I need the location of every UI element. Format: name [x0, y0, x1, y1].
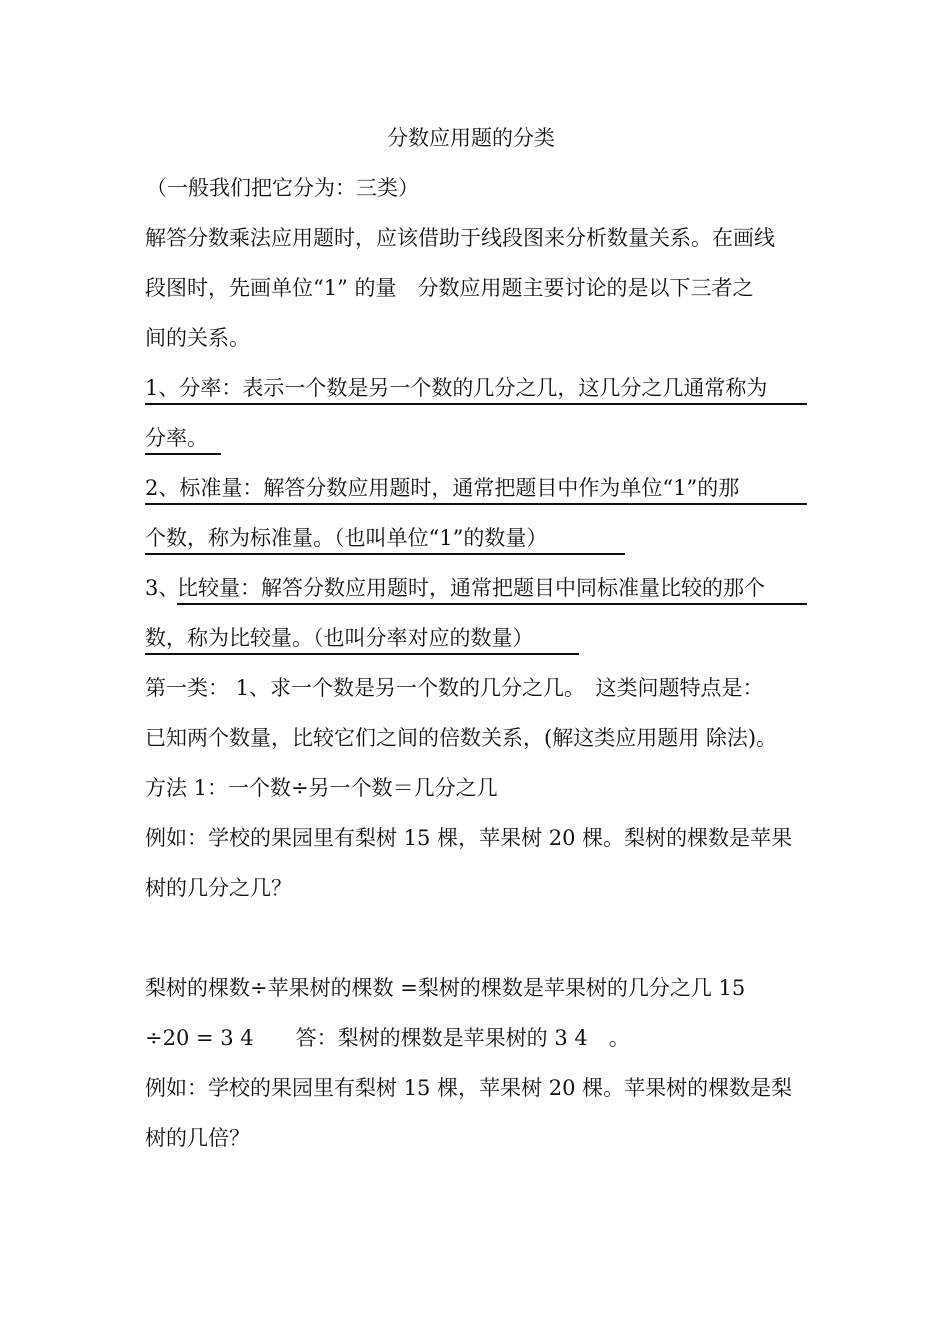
page-title: 分数应用题的分类 [387, 126, 555, 150]
category-line: 第一类： 1、求一个数是另一个数的几分之几。 这类问题特点是： [145, 676, 764, 700]
intro-line: 解答分数乘法应用题时，应该借助于线段图来分析数量关系。在画线 [145, 226, 775, 250]
underline [145, 453, 221, 455]
definition-prefix: 3、 [145, 576, 180, 600]
method-line: 方法 1：一个数÷另一个数＝几分之几 [145, 776, 498, 800]
intro-line: 间的关系。 [145, 326, 250, 350]
underline [145, 653, 579, 655]
solution-line: 梨树的棵数÷苹果树的棵数 =梨树的棵数是苹果树的几分之几 15 [145, 976, 746, 1000]
definition-line: 2、标准量：解答分数应用题时，通常把题目中作为单位“1”的那 [145, 476, 740, 500]
underline [177, 603, 807, 605]
underline [145, 503, 807, 505]
example-line: 例如：学校的果园里有梨树 15 棵，苹果树 20 棵。苹果树的棵数是梨 [145, 1076, 793, 1100]
definition-line: 个数，称为标准量。（也叫单位“1”的数量） [145, 526, 548, 550]
example-line: 例如：学校的果园里有梨树 15 棵，苹果树 20 棵。梨树的棵数是苹果 [145, 826, 793, 850]
definition-line: 1、分率：表示一个数是另一个数的几分之几，这几分之几通常称为 [145, 376, 768, 400]
definition-line: 分率。 [145, 426, 208, 450]
underline [145, 403, 807, 405]
solution-line: ÷20 = 3 4 答：梨树的棵数是苹果树的 3 4 。 [145, 1026, 630, 1050]
example-line: 树的几分之几？ [145, 876, 292, 900]
definition-line: 数，称为比较量。（也叫分率对应的数量） [145, 626, 534, 650]
underline [145, 553, 625, 555]
category-line: 已知两个数量，比较它们之间的倍数关系，(解这类应用题用 除法)。 [145, 726, 778, 750]
intro-line: 段图时，先画单位“1” 的量 分数应用题主要讨论的是以下三者之 [145, 276, 754, 300]
subtitle: （一般我们把它分为：三类） [146, 176, 419, 200]
definition-line: 比较量：解答分数应用题时，通常把题目中同标准量比较的那个 [177, 576, 765, 600]
example-line: 树的几倍？ [145, 1126, 250, 1150]
